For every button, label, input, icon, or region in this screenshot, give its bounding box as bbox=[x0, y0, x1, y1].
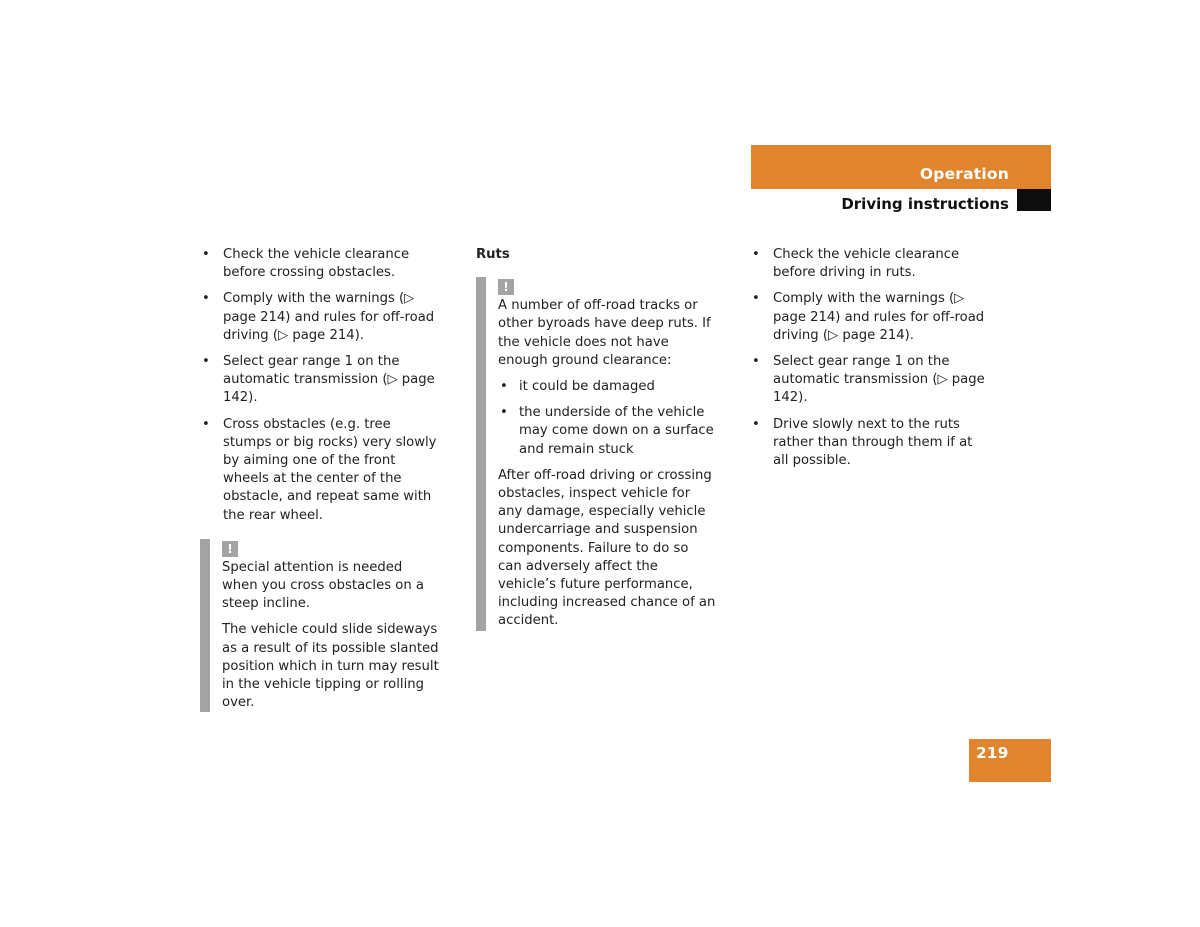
note-paragraph: After off-road driving or crossing obstacles, inspect vehicle for any damage, especially vehicle undercarriage and suspension components. Failure to do so can adversely affect the vehicle’s future performance, including increased chance of an accident. bbox=[498, 467, 716, 629]
list-item: • Check the vehicle clearance before crossing obstacles. bbox=[200, 246, 440, 282]
column-ruts bbox=[476, 246, 716, 631]
list-item: • Comply with the warnings (▷ page 214) and rules for off-road driving (▷ page 214). bbox=[200, 290, 440, 345]
damage-list bbox=[498, 378, 716, 459]
list-item: • Check the vehicle clearance before driving in ruts. bbox=[750, 246, 990, 282]
section-heading: Ruts bbox=[476, 247, 510, 262]
list-item: • Comply with the warnings (▷ page 214) and rules for off-road driving (▷ page 214). bbox=[750, 290, 990, 345]
subsection-title: Driving instructions bbox=[841, 195, 1009, 213]
column-obstacles bbox=[200, 246, 440, 712]
list-item: • Drive slowly next to the ruts rather than through them if at all possible. bbox=[750, 416, 990, 471]
list-item: • Select gear range 1 on the automatic transmission (▷ page 142). bbox=[200, 353, 440, 408]
section-header-band bbox=[751, 145, 1051, 189]
note-paragraph: The vehicle could slide sideways as a result of its possible slanted position which in turn may result in the vehicle tipping or rolling over. bbox=[222, 622, 439, 711]
column-ruts-steps bbox=[750, 246, 990, 478]
section-title: Operation bbox=[919, 165, 1009, 183]
note-bar bbox=[200, 539, 210, 713]
header-marker-block bbox=[1017, 189, 1051, 211]
list-item: • it could be damaged bbox=[498, 378, 716, 396]
list-item: • Cross obstacles (e.g. tree stumps or big rocks) very slowly by aiming one of the front wheels at the center of the obstacle, and repeat same with the rear wheel. bbox=[200, 416, 440, 525]
page-number-box bbox=[969, 739, 1051, 782]
note-paragraph: A number of off-road tracks or other byroads have deep ruts. If the vehicle does not have enough ground clearance: bbox=[498, 298, 711, 368]
exclamation-icon: ! bbox=[498, 279, 514, 295]
exclamation-icon: ! bbox=[222, 541, 238, 557]
obstacle-steps-list bbox=[200, 246, 440, 525]
note-bar bbox=[476, 277, 486, 630]
page-number: 219 bbox=[976, 744, 1009, 762]
note-paragraph: Special attention is needed when you cross obstacles on a steep incline. bbox=[222, 559, 424, 612]
warning-note bbox=[200, 539, 440, 713]
list-item: • Select gear range 1 on the automatic transmission (▷ page 142). bbox=[750, 353, 990, 408]
rut-steps-list bbox=[750, 246, 990, 470]
warning-note bbox=[476, 277, 716, 630]
list-item: • the underside of the vehicle may come down on a surface and remain stuck bbox=[498, 404, 716, 459]
